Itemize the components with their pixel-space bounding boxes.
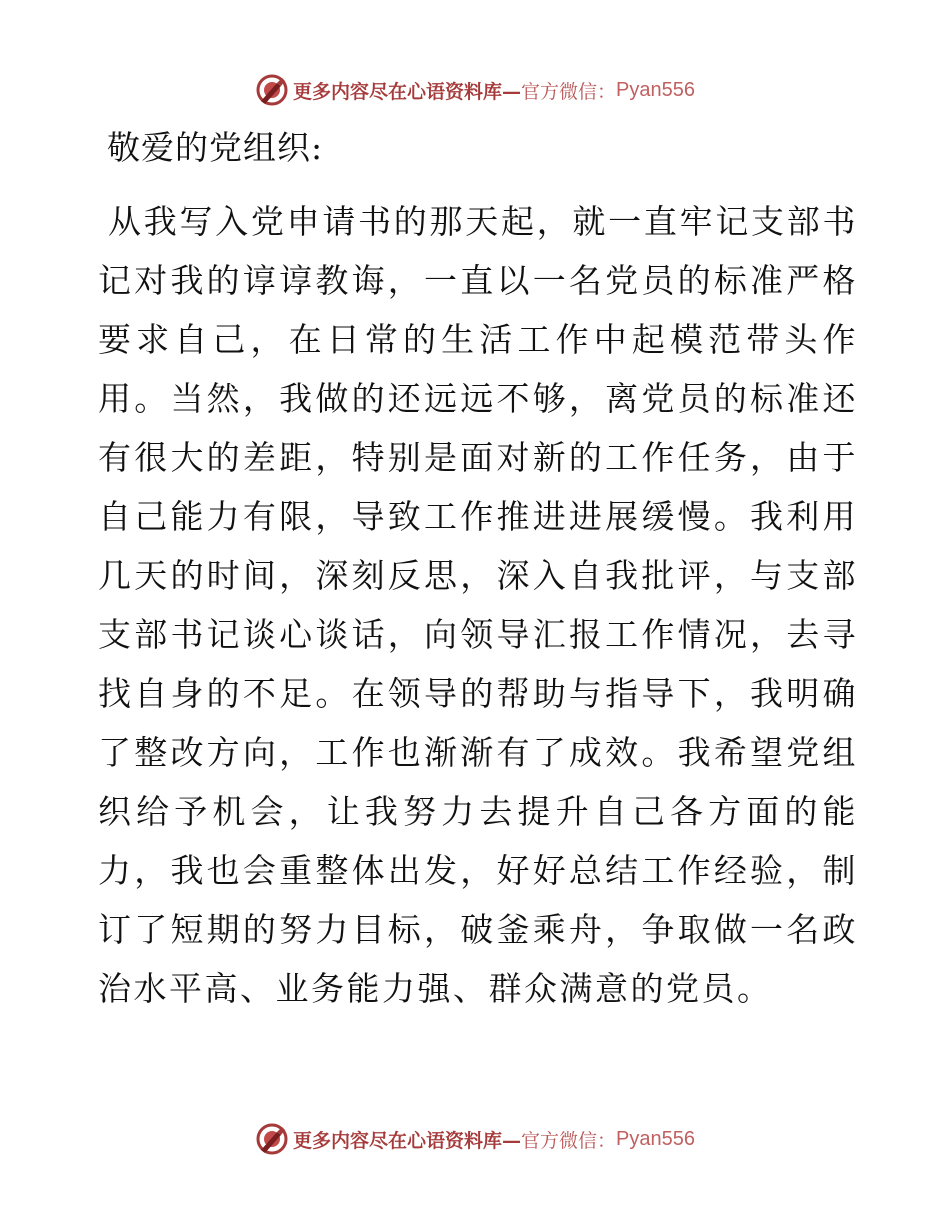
header-wechat-label: 官方微信： [521, 80, 617, 103]
footer-wechat-id: Pyan556 [616, 1127, 695, 1150]
header-site-text: 更多内容尽在心语资料库— [293, 80, 522, 103]
header-banner [0, 70, 950, 110]
footer-site-text: 更多内容尽在心语资料库— [293, 1129, 522, 1152]
footer-banner [0, 1119, 950, 1159]
pen-logo-icon [255, 73, 289, 107]
letter-body: 从我写入党申请书的那天起，就一直牢记支部书记对我的谆谆教诲，一直以一名党员的标准严格要求自己，在日常的生活工作中起模范带头作用。当然，我做的还远远不够，离党员的标准还有很大的差距，特别是面对新的工作任务，由于自己能力有限，导致工作推进进展缓慢。我利用几天的时间，深刻反思，深入自我批评，与支部支部书记谈心谈话，向领导汇报工作情况，去寻找自身的不足。在领导的帮助与指导下，我明确了整改方向，工作也渐渐有了成效。我希望党组织给予机会，让我努力去提升自己各方面的能力，我也会重整体出发，好好总结工作经验，制订了短期的努力目标，破釜乘舟，争取做一名政治水平高、业务能力强、群众满意的党员。 [98, 202, 858, 1008]
letter-salutation: 敬爱的党组织: [107, 128, 324, 167]
pen-logo-icon [255, 1122, 289, 1156]
header-wechat-id: Pyan556 [616, 78, 695, 101]
footer-wechat-label: 官方微信： [521, 1129, 617, 1152]
